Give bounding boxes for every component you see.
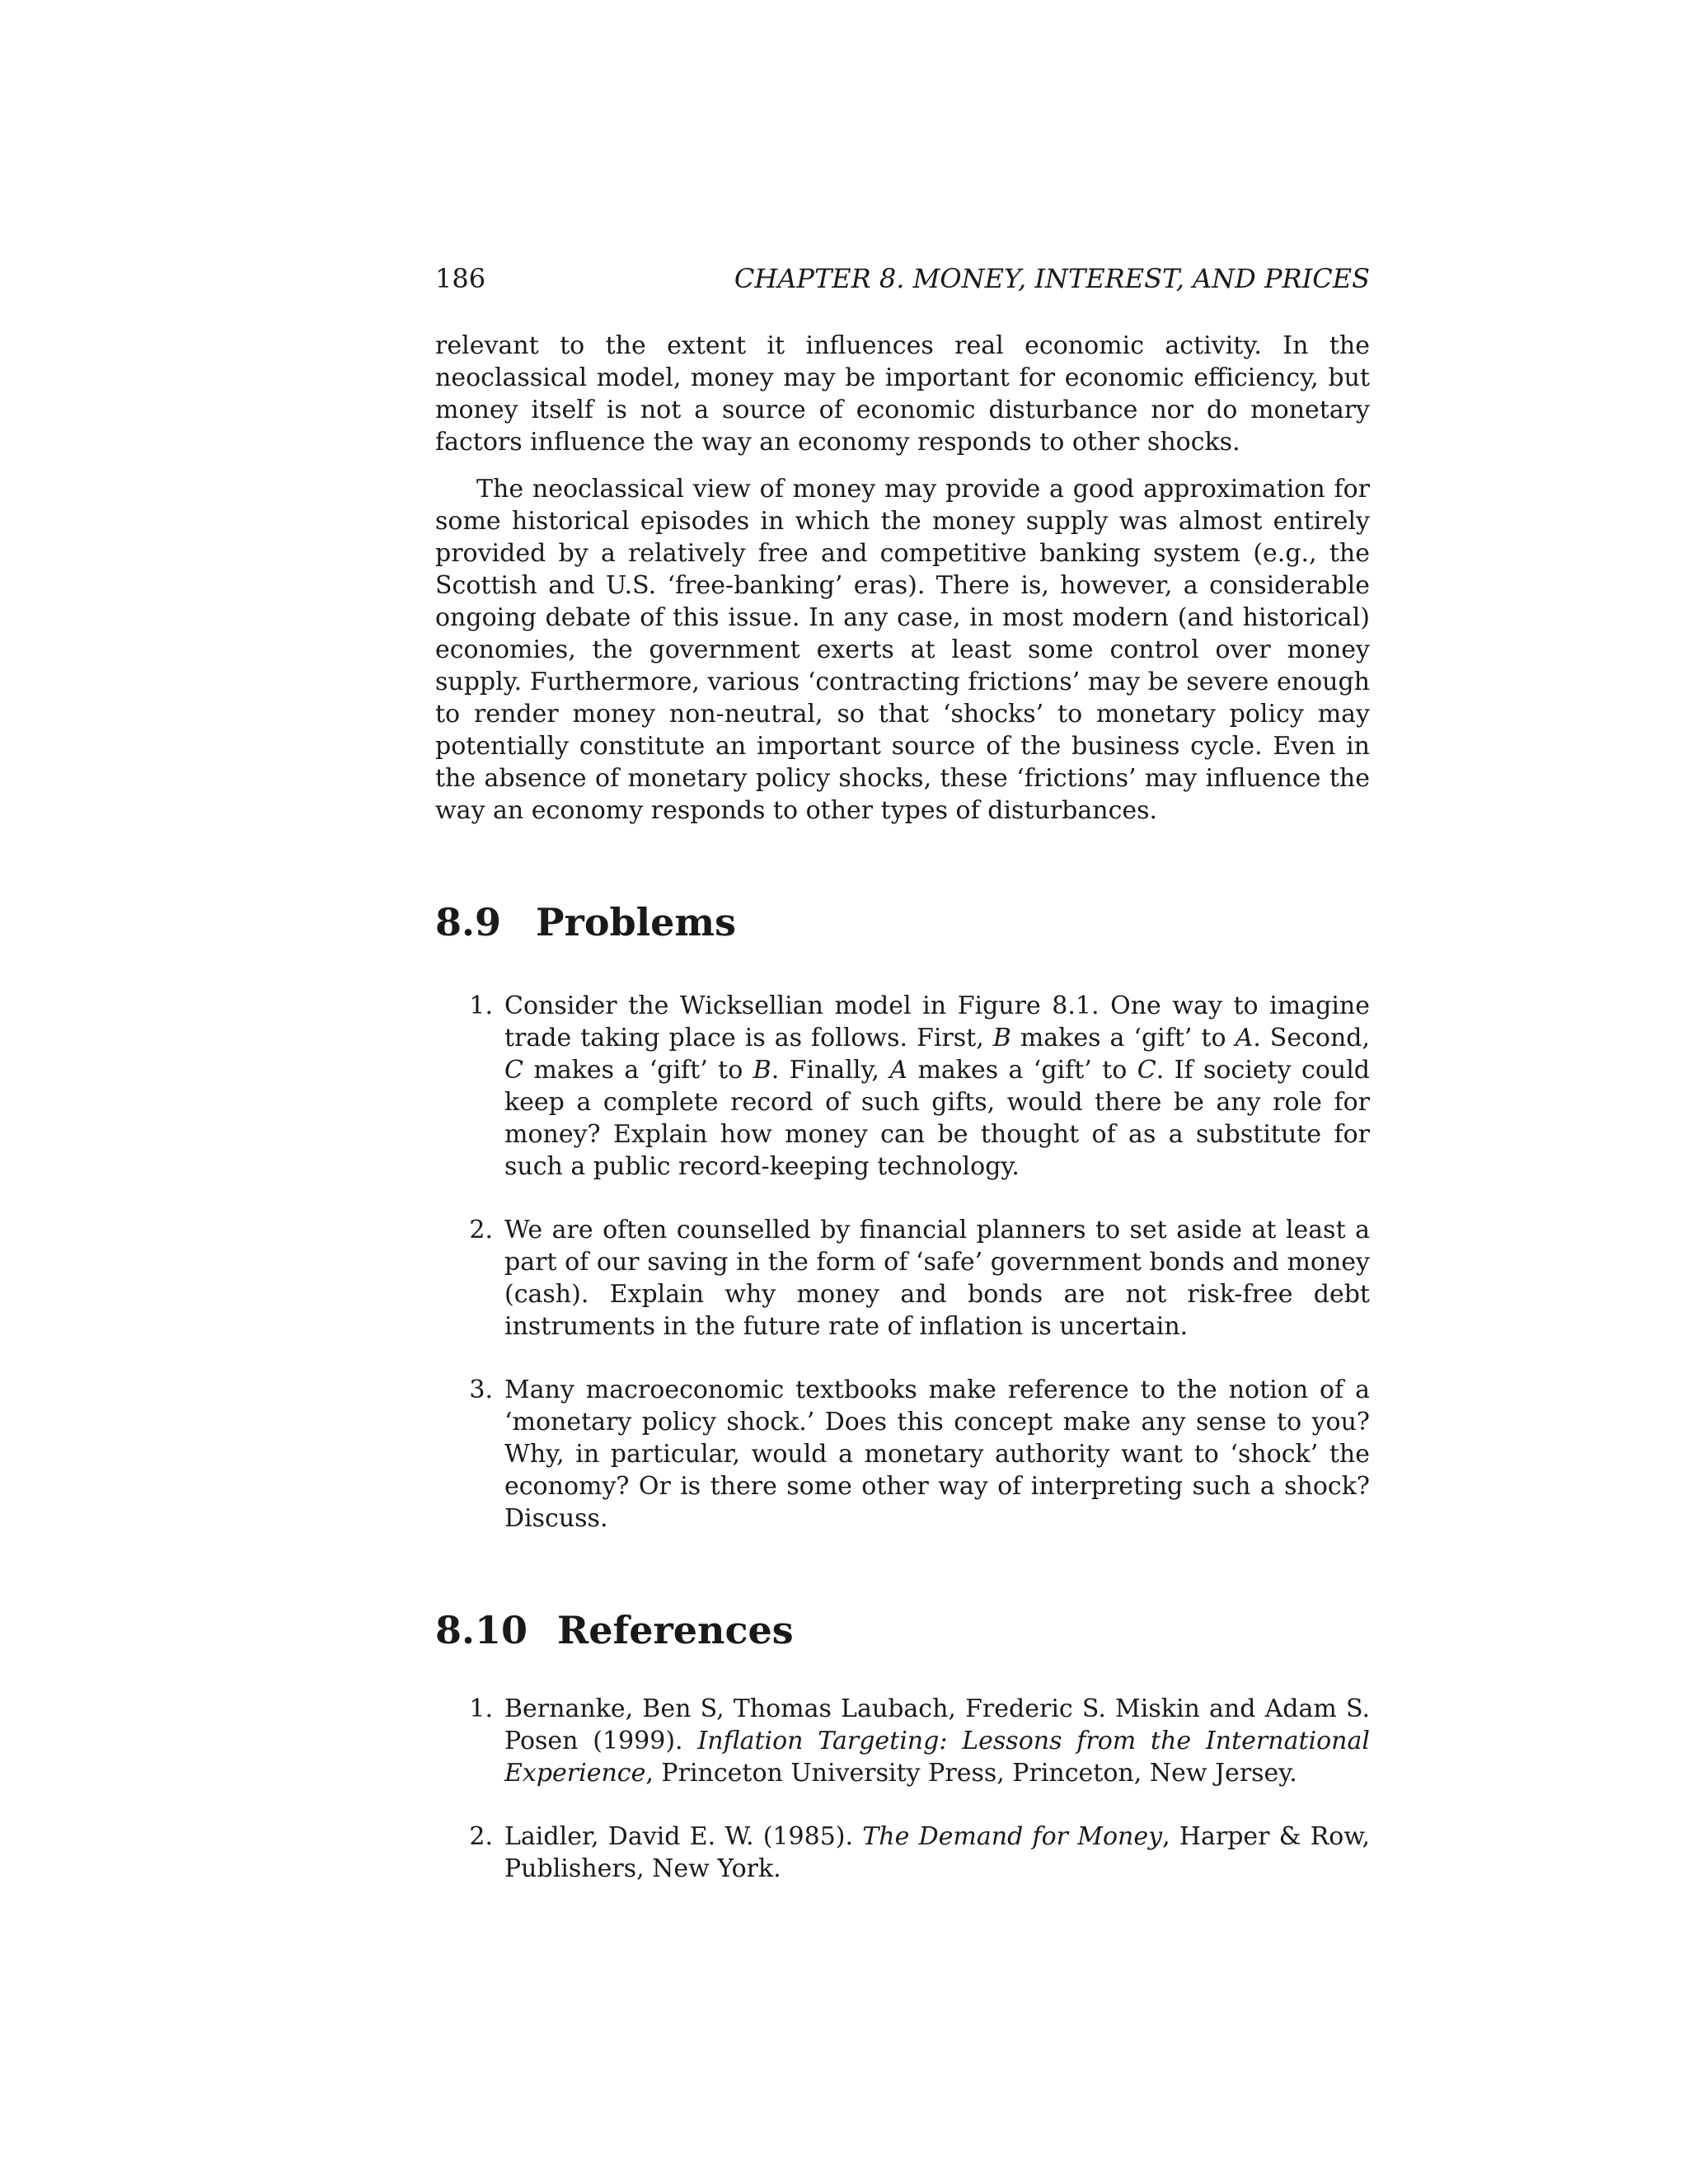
reference-authors: Bernanke, Ben S, Thomas Laubach, Frederic S. Miskin and Adam S. Posen (1999). (504, 1694, 1370, 1755)
item-number: 1. (469, 1694, 493, 1723)
reference-list (435, 1693, 1370, 1885)
problem-item (435, 990, 1370, 1183)
section-number: 8.9 (435, 900, 502, 944)
reference-work-title: The Demand for Money (862, 1822, 1163, 1851)
reference-text (504, 1693, 1370, 1789)
problem-text: Many macroeconomic textbooks make reference to the notion of a ‘monetary policy shock.’ Does this concept make any sense to you? Why, in particular, would a monetary authority want to ‘shock’ the economy? Or is there some other way of interpreting such a shock? Discuss. (504, 1376, 1370, 1533)
page (435, 260, 1370, 1885)
item-number: 2. (469, 1822, 493, 1851)
reference-work-title: Inflation Targeting: Lessons from the International Experience (504, 1727, 1370, 1788)
problem-list (435, 990, 1370, 1535)
reference-item (435, 1821, 1370, 1885)
problem-text: We are often counselled by financial planners to set aside at least a part of our saving in the form of ‘safe’ government bonds and money (cash). Explain why money and bonds are not risk-free debt instruments in the future rate of inflation is uncertain. (504, 1216, 1370, 1341)
problem-text: Consider the Wicksellian model in Figure 8.1. One way to imagine trade taking place is as follows. First, B makes a ‘gift’ to A. Second, C makes a ‘gift’ to B. Finally, A makes a ‘gift’ to C. If society could keep a complete record of such gifts, would there be any role for money? Explain how money can be thought of as a substitute for such a public record-keeping technology. (504, 991, 1371, 1181)
item-number: 2. (469, 1216, 493, 1244)
problem-item (435, 1214, 1370, 1343)
reference-publisher: , Harper & Row, Publishers, New York. (504, 1822, 1371, 1883)
section-heading-problems (435, 898, 1370, 947)
reference-authors: Laidler, David E. W. (1985). (504, 1822, 854, 1851)
section-title: Problems (536, 900, 736, 944)
reference-text (504, 1821, 1370, 1885)
section-heading-references (435, 1605, 1370, 1655)
running-header (435, 260, 1370, 297)
section-title: References (557, 1608, 794, 1652)
paragraph: The neoclassical view of money may provide a good approximation for some historical episodes in which the money supply was almost entirely provided by a relatively free and competitive banking system (e.g., the Scottish and U.S. ‘free-banking’ eras). There is, however, a considerable ongoing debate of this issue. In any case, in most modern (and historical) economies, the government exerts at least some control over money supply. Furthermore, various ‘contracting frictions’ may be severe enough to render money non-neutral, so that ‘shocks’ to monetary policy may potentially constitute an important source of the business cycle. Even in the absence of monetary policy shocks, these ‘frictions’ may influence the way an economy responds to other types of disturbances. (435, 475, 1370, 825)
reference-publisher: , Princeton University Press, Princeton, New Jersey. (645, 1759, 1297, 1788)
paragraph: relevant to the extent it influences real economic activity. In the neoclassical model, money may be important for economic efficiency, but money itself is not a source of economic disturbance nor do monetary factors influence the way an economy responds to other shocks. (435, 331, 1370, 457)
reference-item (435, 1693, 1370, 1789)
chapter-title: CHAPTER 8. MONEY, INTEREST, AND PRICES (734, 263, 1370, 294)
item-number: 3. (469, 1376, 493, 1404)
page-number: 186 (435, 263, 486, 294)
section-number: 8.10 (435, 1608, 528, 1652)
problem-item (435, 1374, 1370, 1535)
item-number: 1. (469, 991, 493, 1020)
